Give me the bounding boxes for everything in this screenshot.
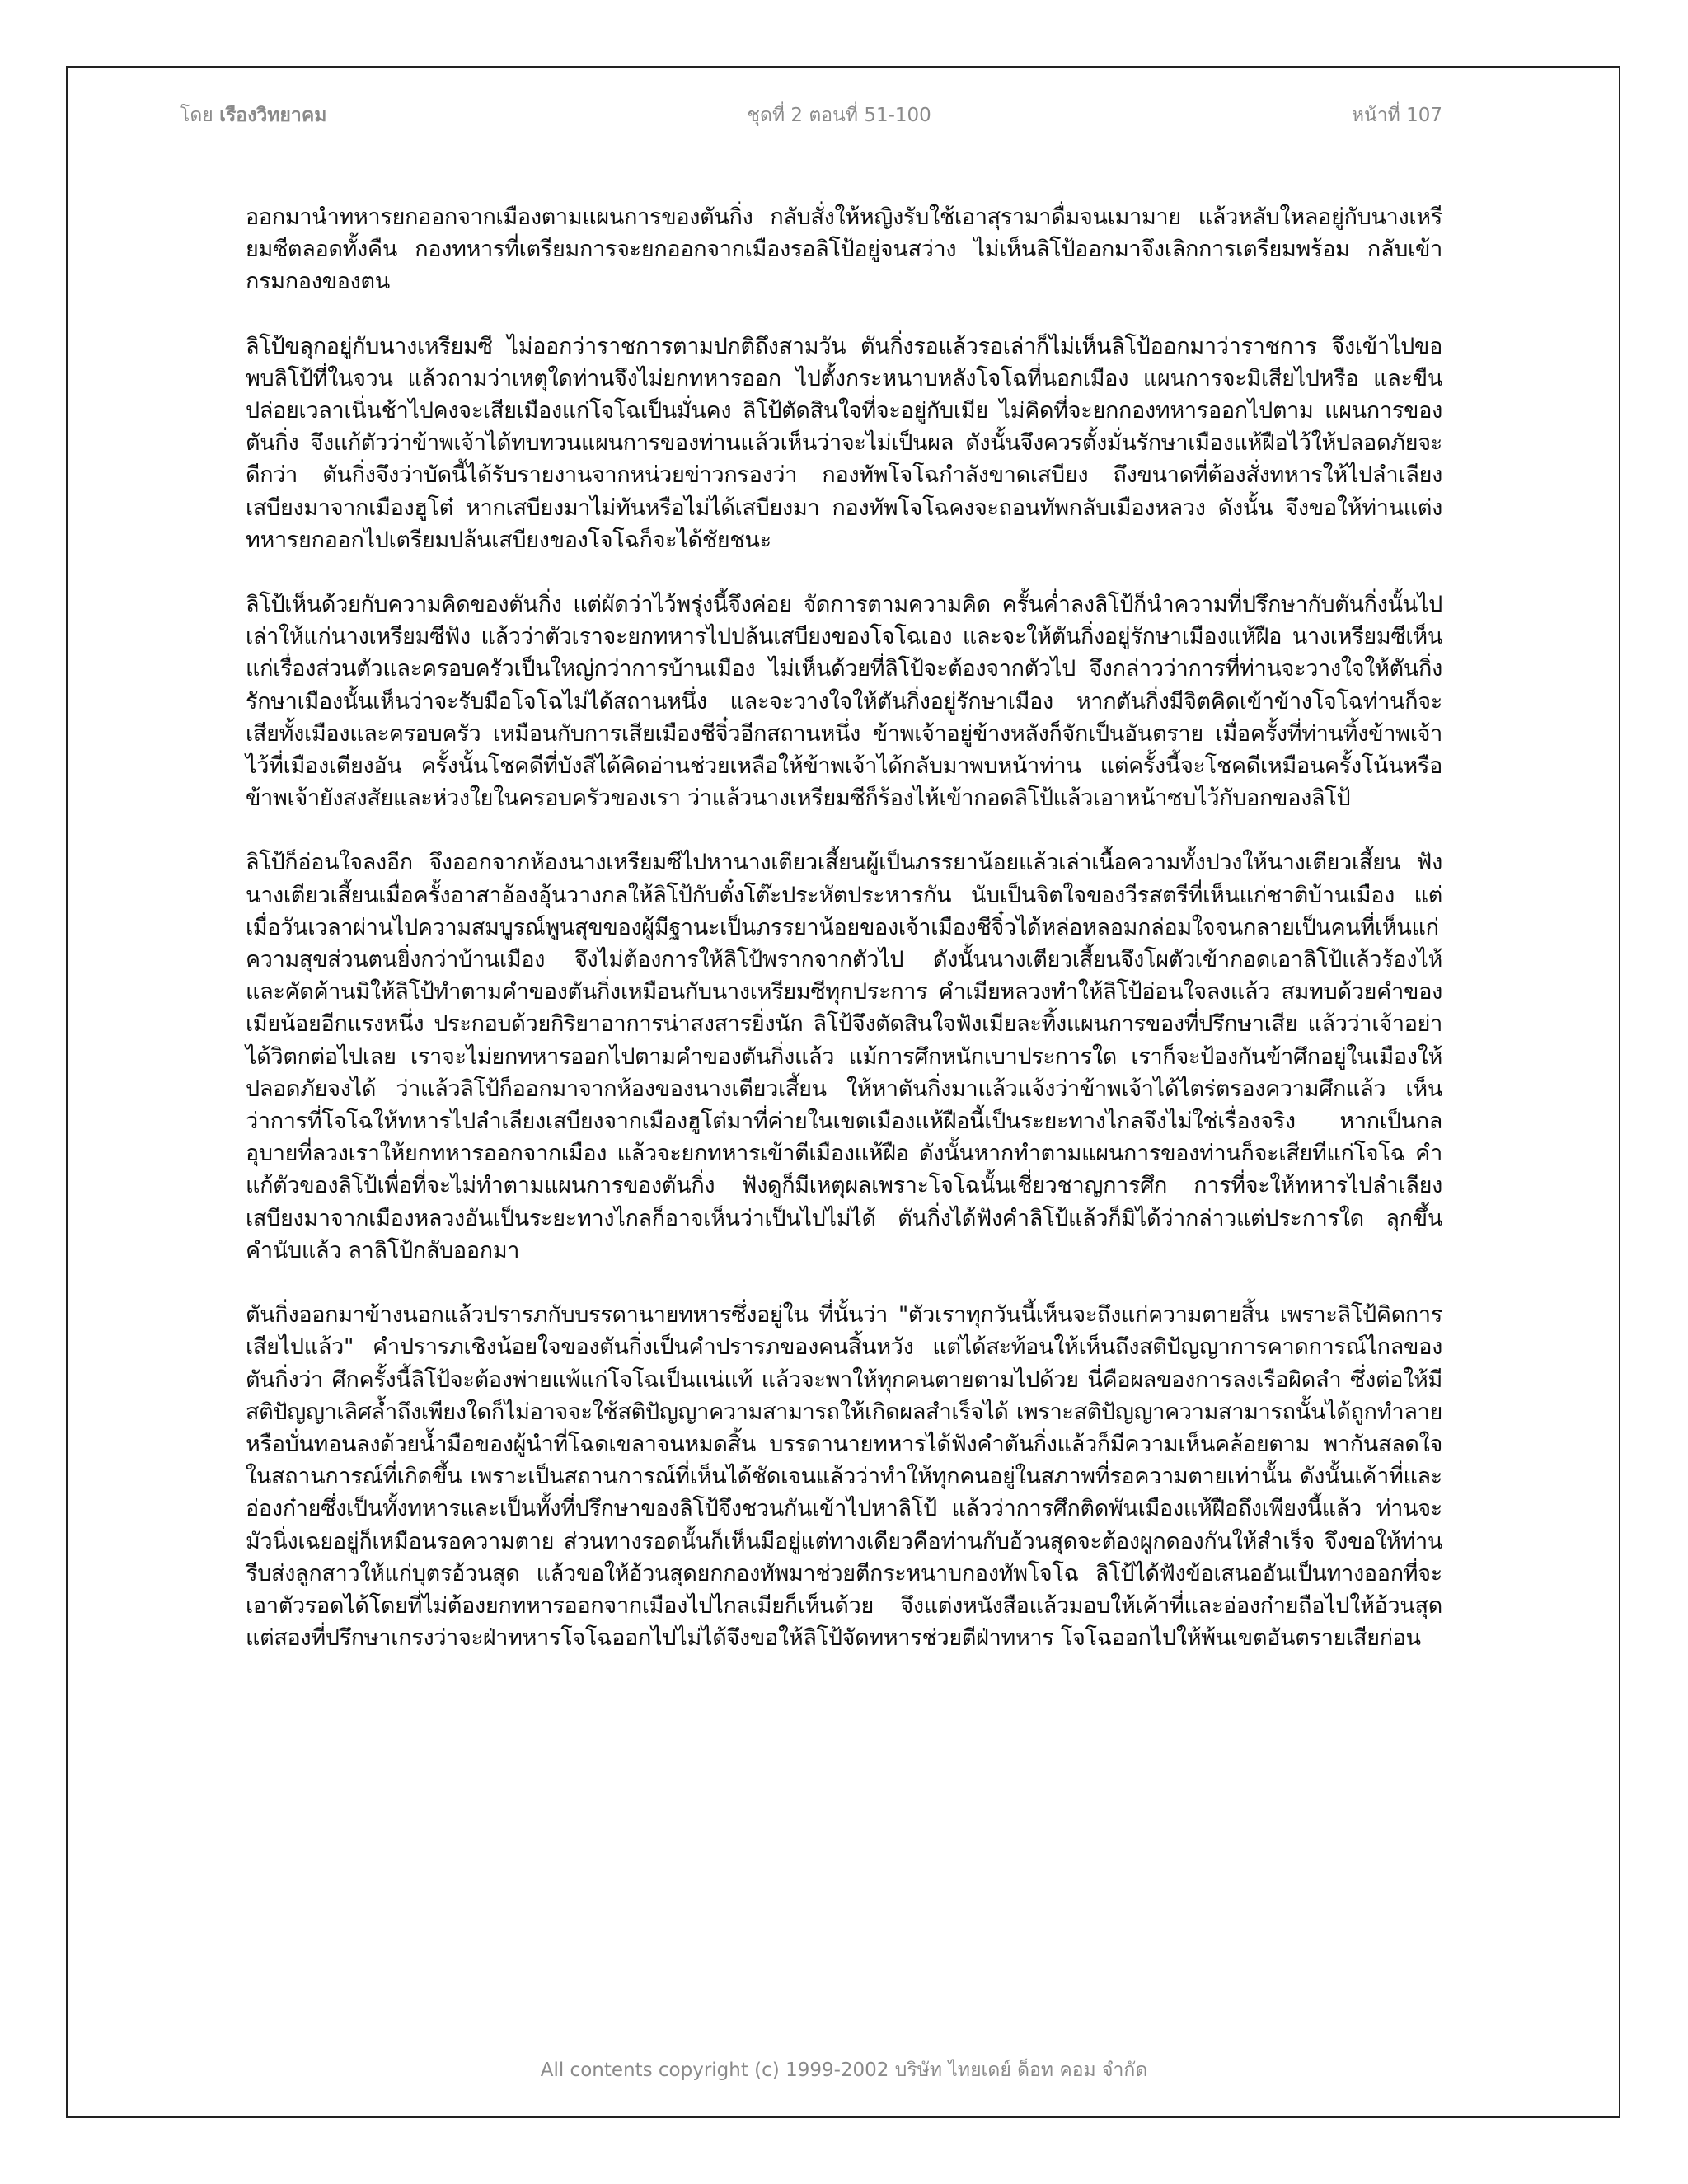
author-line <box>180 101 326 130</box>
page-number: หน้าที่ 107 <box>1351 105 1442 126</box>
paragraph: ตันกิ่งออกมาข้างนอกแล้วปรารภกับบรรดานายทหารซึ่งอยู่ใน ที่นั้นว่า "ตัวเราทุกวันนี้เห็นจะถึงแก่ความตายสิ้น เพราะลิโป้คิดการเสียไปแล้ว" คำปรารภเชิงน้อยใจของตันกิ่งเป็นคำปรารภของคนสิ้นหวัง แต่ได้สะท้อนให้เห็นถึงสติปัญญาการคาดการณ์ไกลของตันกิ่งว่า ศึกครั้งนี้ลิโป้จะต้องพ่ายแพ้แก่โจโฉเป็นแน่แท้ แล้วจะพาให้ทุกคนตายตามไปด้วย นี่คือผลของการลงเรือผิดลำ ซึ่งต่อให้มีสติปัญญาเลิศล้ำถึงเพียงใดก็ไม่อาจจะใช้สติปัญญาความสามารถให้เกิดผลสำเร็จได้ เพราะสติปัญญาความสามารถนั้นได้ถูกทำลายหรือบั่นทอนลงด้วยน้ำมือของผู้นำที่โฉดเขลาจนหมดสิ้น บรรดานายทหารได้ฟังคำตันกิ่งแล้วก็มีความเห็นคล้อยตาม พากันสลดใจในสถานการณ์ที่เกิดขึ้น เพราะเป็นสถานการณ์ที่เห็นได้ชัดเจนแล้วว่าทำให้ทุกคนอยู่ในสภาพที่รอความตายเท่านั้น ดังนั้นเค้าที่และอ่องก๋ายซึ่งเป็นทั้งทหารและเป็นทั้งที่ปรึกษาของลิโป้จึงชวนกันเข้าไปหาลิโป้ แล้วว่าการศึกติดพันเมืองแห้ฝือถึงเพียงนี้แล้ว ท่านจะมัวนิ่งเฉยอยู่ก็เหมือนรอความตาย ส่วนทางรอดนั้นก็เห็นมีอยู่แต่ทางเดียวคือท่านกับอ้วนสุดจะต้องผูกดองกันให้สำเร็จ จึงขอให้ท่านรีบส่งลูกสาวให้แก่บุตรอ้วนสุด แล้วขอให้อ้วนสุดยกกองทัพมาช่วยตีกระหนาบกองทัพโจโฉ ลิโป้ได้ฟังข้อเสนออันเป็นทางออกที่จะเอาตัวรอดได้โดยที่ไม่ต้องยกทหารออกจากเมืองไปไกลเมียก็เห็นด้วย จึงแต่งหนังสือแล้วมอบให้เค้าที่และอ่องก๋ายถือไปให้อ้วนสุด แต่สองที่ปรึกษาเกรงว่าจะฝ่าทหารโจโฉออกไปไม่ได้จึงขอให้ลิโป้จัดทหารช่วยตีฝ่าทหาร โจโฉออกไปให้พ้นเขตอันตรายเสียก่อน <box>246 1302 1442 1652</box>
paragraph: ลิโป้เห็นด้วยกับความคิดของตันกิ่ง แต่ผัดว่าไว้พรุ่งนี้จึงค่อย จัดการตามความคิด ครั้นค่ำลงลิโป้ก็นำความที่ปรึกษากับตันกิ่งนั้นไปเล่าให้แก่นางเหรียมซีฟัง แล้วว่าตัวเราจะยกทหารไปปล้นเสบียงของโจโฉเอง และจะให้ตันกิ่งอยู่รักษาเมืองแห้ฝือ นางเหรียมซีเห็นแก่เรื่องส่วนตัวและครอบครัวเป็นใหญ่กว่าการบ้านเมือง ไม่เห็นด้วยที่ลิโป้จะต้องจากตัวไป จึงกล่าวว่าการที่ท่านจะวางใจให้ตันกิ่งรักษาเมืองนั้นเห็นว่าจะรับมือโจโฉไม่ได้สถานหนึ่ง และจะวางใจให้ตันกิ่งอยู่รักษาเมือง หากตันกิ่งมีจิตคิดเข้าข้างโจโฉท่านก็จะเสียทั้งเมืองและครอบครัว เหมือนกับการเสียเมืองชีจิ๋วอีกสถานหนึ่ง ข้าพเจ้าอยู่ข้างหลังก็จักเป็นอันตราย เมื่อครั้งที่ท่านทิ้งข้าพเจ้าไว้ที่เมืองเตียงอัน ครั้งนั้นโชคดีที่บังสีได้คิดอ่านช่วยเหลือให้ข้าพเจ้าได้กลับมาพบหน้าท่าน แต่ครั้งนี้จะโชคดีเหมือนครั้งโน้นหรือข้าพเจ้ายังสงสัยและห่วงใยในครอบครัวของเรา ว่าแล้วนางเหรียมซีก็ร้องไห้เข้ากอดลิโป้แล้วเอาหน้าซบไว้กับอกของลิโป้ <box>246 592 1442 812</box>
document-body <box>246 201 1442 1686</box>
page-header <box>180 99 1442 132</box>
paragraph: ลิโป้ก็อ่อนใจลงอีก จึงออกจากห้องนางเหรียมซีไปหานางเตียวเสี้ยนผู้เป็นภรรยาน้อยแล้วเล่าเนื้อความทั้งปวงให้นางเตียวเสี้ยน ฟังนางเตียวเสี้ยนเมื่อครั้งอาสาอ้องอุ้นวางกลให้ลิโป้กับตั๋งโต๊ะประหัตประหารกัน นับเป็นจิตใจของวีรสตรีที่เห็นแก่ชาติบ้านเมือง แต่เมื่อวันเวลาผ่านไปความสมบูรณ์พูนสุขของผู้มีฐานะเป็นภรรยาน้อยของเจ้าเมืองชีจิ๋วได้หล่อหลอมกล่อมใจจนกลายเป็นคนที่เห็นแก่ความสุขส่วนตนยิ่งกว่าบ้านเมือง จึงไม่ต้องการให้ลิโป้พรากจากตัวไป ดังนั้นนางเตียวเสี้ยนจึงโผตัวเข้ากอดเอาลิโป้แล้วร้องไห้ และคัดค้านมิให้ลิโป้ทำตามคำของตันกิ่งเหมือนกับนางเหรียมซีทุกประการ คำเมียหลวงทำให้ลิโป้อ่อนใจลงแล้ว สมทบด้วยคำของเมียน้อยอีกแรงหนึ่ง ประกอบด้วยกิริยาอาการน่าสงสารยิ่งนัก ลิโป้จึงตัดสินใจฟังเมียละทิ้งแผนการของที่ปรึกษาเสีย แล้วว่าเจ้าอย่าได้วิตกต่อไปเลย เราจะไม่ยกทหารออกไปตามคำของตันกิ่งแล้ว แม้การศึกหนักเบาประการใด เราก็จะป้องกันข้าศึกอยู่ในเมืองให้ปลอดภัยจงได้ ว่าแล้วลิโป้ก็ออกมาจากห้องของนางเตียวเสี้ยน ให้หาตันกิ่งมาแล้วแจ้งว่าข้าพเจ้าได้ไตร่ตรองความศึกแล้ว เห็นว่าการที่โจโฉให้ทหารไปลำเลียงเสบียงจากเมืองฮูโต๋มาที่ค่ายในเขตเมืองแห้ฝือนี้เป็นระยะทางไกลจึงไม่ใช่เรื่องจริง หากเป็นกลอุบายที่ลวงเราให้ยกทหารออกจากเมือง แล้วจะยกทหารเข้าตีเมืองแห้ฝือ ดังนั้นหากทำตามแผนการของท่านก็จะเสียทีแก่โจโฉ คำแก้ตัวของลิโป้เพื่อที่จะไม่ทำตามแผนการของตันกิ่ง ฟังดูก็มีเหตุผลเพราะโจโฉนั้นเชี่ยวชาญการศึก การที่จะให้ทหารไปลำเลียงเสบียงมาจากเมืองหลวงอันเป็นระยะทางไกลก็อาจเห็นว่าเป็นไปไม่ได้ ตันกิ่งได้ฟังคำลิโป้แล้วก็มิได้ว่ากล่าวแต่ประการใด ลุกขึ้นคำนับแล้ว ลาลิโป้กลับออกมา <box>246 850 1442 1263</box>
author-prefix: โดย <box>180 105 213 126</box>
author-name: เรืองวิทยาคม <box>219 105 327 126</box>
paragraph: ออกมานำทหารยกออกจากเมืองตามแผนการของตันกิ่ง กลับสั่งให้หญิงรับใช้เอาสุรามาดื่มจนเมามาย แล้วหลับใหลอยู่กับนางเหรียมซีตลอดทั้งคืน กองทหารที่เตรียมการจะยกออกจากเมืองรอลิโป้อยู่จนสว่าง ไม่เห็นลิโป้ออกมาจึงเลิกการเตรียมพร้อม กลับเข้ากรมกองของตน <box>246 204 1442 295</box>
copyright-footer: All contents copyright (c) 1999-2002 บริษัท ไทยเดย์ ด็อท คอม จำกัด <box>540 2060 1148 2081</box>
paragraph: ลิโป้ขลุกอยู่กับนางเหรียมซี ไม่ออกว่าราชการตามปกติถึงสามวัน ตันกิ่งรอแล้วรอเล่าก็ไม่เห็นลิโป้ออกมาว่าราชการ จึงเข้าไปขอพบลิโป้ที่ในจวน แล้วถามว่าเหตุใดท่านจึงไม่ยกทหารออก ไปตั้งกระหนาบหลังโจโฉที่นอกเมือง แผนการจะมิเสียไปหรือ และขืนปล่อยเวลาเนิ่นช้าไปคงจะเสียเมืองแก่โจโฉเป็นมั่นคง ลิโป้ตัดสินใจที่จะอยู่กับเมีย ไม่คิดที่จะยกกองทหารออกไปตาม แผนการของตันกิ่ง จึงแก้ตัวว่าข้าพเจ้าได้ทบทวนแผนการของท่านแล้วเห็นว่าจะไม่เป็นผล ดังนั้นจึงควรตั้งมั่นรักษาเมืองแห้ฝือไว้ให้ปลอดภัยจะดีกว่า ตันกิ่งจึงว่าบัดนี้ได้รับรายงานจากหน่วยข่าวกรองว่า กองทัพโจโฉกำลังขาดเสบียง ถึงขนาดที่ต้องสั่งทหารให้ไปลำเลียงเสบียงมาจากเมืองฮูโต๋ หากเสบียงมาไม่ทันหรือไม่ได้เสบียงมา กองทัพโจโฉคงจะถอนทัพกลับเมืองหลวง ดังนั้น จึงขอให้ท่านแต่งทหารยกออกไปเตรียมปล้นเสบียงของโจโฉก็จะได้ชัยชนะ <box>246 333 1442 553</box>
series-label: ชุดที่ 2 ตอนที่ 51-100 <box>747 105 931 126</box>
